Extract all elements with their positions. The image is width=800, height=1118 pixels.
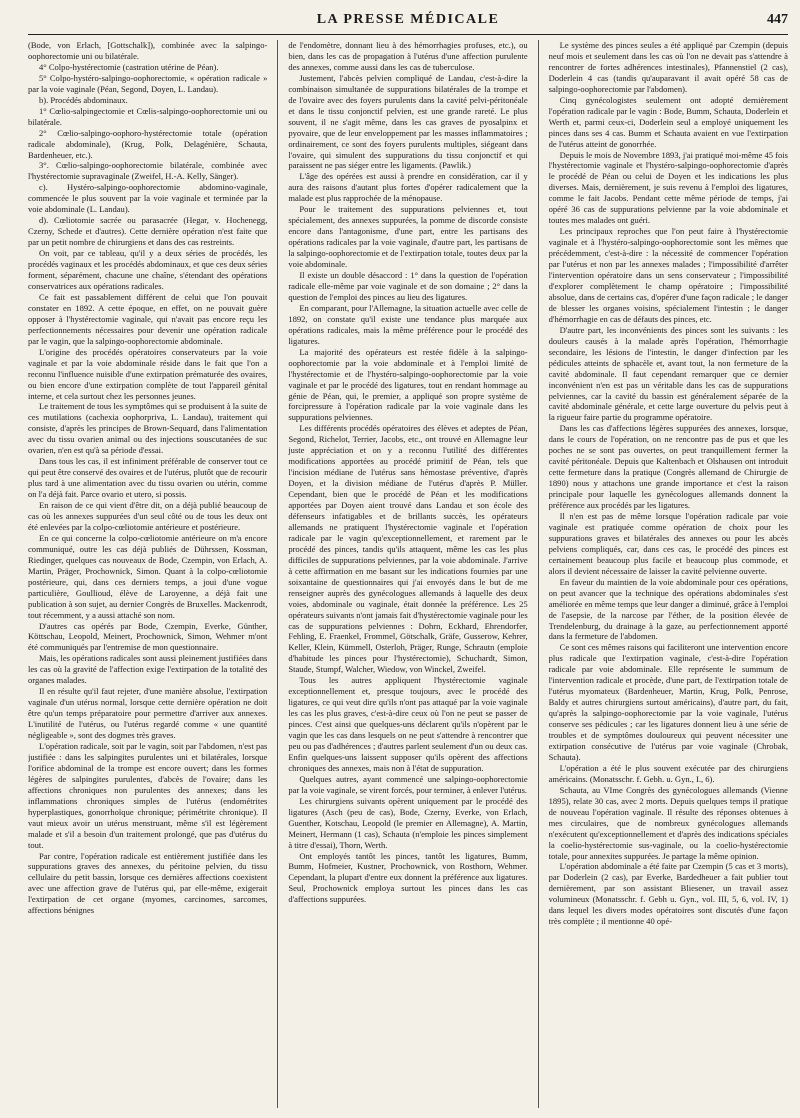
paragraph: 4° Colpo-hystérectomie (castration utérine de Péan). <box>39 61 219 72</box>
paragraph: Depuis le mois de Novembre 1893, j'ai pratiqué moi-même 45 fois l'hystérectomie vaginale et l'hystéro-salpingo-oophorectomie d'après le procédé de Péan ou celui de Doyen et les indications les plus diverses. Mais, dernièrement, je suis revenu à l'emploi des ligatures, comme le fait Jacobs. Pendant cette même période de temps, j'ai opéré 36 cas de suppurations pelvienne par la voie abdominale et toutes mes malades ont guéri. <box>548 149 788 226</box>
paragraph: Pour le traitement des suppurations pelviennes et, tout spécialement, des annexes suppurées, la pomme de discorde consiste encore dans l'antagonisme, d'une part, entre les partisans des opérations radicales par la voie vaginale, d'autre part, les partisans de la salpingo-oophorectomie et de l'extirpation totale, toutes deux par la voie abdominale. <box>288 204 528 270</box>
paragraph: 1° Cœlio-salpingectomie et Cœlis-salpingo-oophorectomie uni ou bilatérale. <box>28 105 268 127</box>
paragraph: b). Procédés abdominaux. <box>39 94 128 105</box>
paragraph: Les principaux reproches que l'on peut faire à l'hystérectomie vaginale et à l'hystéro-salpingo-oophorectomie sont les mêmes que précédemment, c'est-à-dire : la nécessité de commencer l'opération par l'utérus et non par les annexes malades ; l'impossibilité d'arrêter l'intervention opératoire dans un sens conservateur ; l'impossibilité d'explorer complètement le champ opératoire ; l'impossibilité absolue, dans de certains cas, d'opérer d'une façon radicale ; le danger de blesser les organes voisins, spécialement l'intestin ; le danger d'hémorrhagie en cas de défauts des pinces, etc. <box>548 226 788 324</box>
text-columns <box>28 40 788 1108</box>
paragraph: L'origine des procédés opératoires conservateurs par la voie vaginale et par la voie abdominale réside dans le fait que l'on a reconnu l'influence nuisible d'une extirpation prématurée des ovaires, ou bien encore d'une extirpation complète de tout l'appareil génital interne, et cela surtout chez les personnes jeunes. <box>28 346 268 401</box>
paragraph: Le traitement de tous les symptômes qui se produisent à la suite de ces mutilations (cachexia oophorpriva, L. Landau), traitement qui consiste, d'après les principes de Brown-Sequard, dans l'alimentation avec du tissu ovarien animal ou des injections souscutanées de suc ovarien, n'en est qu'à sa période d'essai. <box>28 401 268 456</box>
page-number: 447 <box>767 12 788 27</box>
paragraph: de l'endomètre, donnant lieu à des hémorrhagies profuses, etc.), ou bien, dans les cas de propagation à l'utérus d'une affection purulente des annexes, comme aussi dans les cas de tuberculose. <box>288 40 528 72</box>
paragraph: Mais, les opérations radicales sont aussi pleinement justifiées dans les cas où la gravité de l'affection exige l'extirpation de la totalité des organes malades. <box>28 653 268 686</box>
paragraph: D'autre part, les inconvénients des pinces sont les suivants : les douleurs causés à la malade après l'opération, l'hémorrhagie secondaire, les lésions de l'intestin, le danger d'infection par les pédicules atteints de sphacèle et, avant tout, la non fermeture de la cavité abdominale. Il faut cependant remarquer que ce dernier inconvénient n'en est pas un véritable dans les cas de suppurations pelviennes, car la cavité du bassin est généralement séparée de la cavité abdominale générale, et cette large ouverture du pelvis peut à la rigueur faire partie du programme opératoire. <box>548 324 788 423</box>
paragraph: Justement, l'abcès pelvien compliqué de Landau, c'est-à-dire la combinaison simultanée de suppurations bilatérales de la trompe et de l'ovaire avec des foyers purulents dans la cavité pelvi-péritonéale et dans le tissu conjonctif pelvien, est une grande rareté. Le plus souvent, il ne s'agit même, dans les cas graves de pyosalpinx et pyovaire, que de leur enveloppement par les masses inflammatoires ; ordinairement, ce sont des foyers purulents multiples, siégeant dans l'ovaire, qui simulent des suppurations du tissu conjonctif et qui paraissent ne pas siéger entre les ligaments. (Pawlik.) <box>288 72 528 171</box>
paragraph: D'autres cas opérés par Bode, Czempin, Everke, Günther, Köttschau, Leopold, Meinert, Prochownick, Simon, Wehmer m'ont été communiqués par l'entremise de mon questionnaire. <box>28 620 268 653</box>
column-divider <box>538 40 539 1108</box>
paragraph: Il en résulte qu'il faut rejeter, d'une manière absolue, l'extirpation vaginale d'un utérus normal, lorsque cette dernière opération ne doit être qu'un temps préparatoire pour permettre d'arriver aux annexes. L'inutilité de l'utérus, ou l'utérus regardé comme « une quantité négligeable », sont des dogmes très graves. <box>28 686 268 741</box>
paragraph: Ce fait est passablement différent de celui que l'on pouvait constater en 1892. A cette époque, en effet, on ne pouvait guère opposer à l'hystérectomie vaginale, qui n'avait pas encore reçu les perfectionnements nécessaires pour devenir une opération radicale par le vagin, que la salpingo-oophorectomie abdominale. <box>28 291 268 346</box>
column-divider <box>277 40 278 1108</box>
text-column-middle <box>288 40 527 1108</box>
paragraph: Schauta, au VIme Congrès des gynécologues allemands (Vienne 1895), relate 30 cas, avec 2 morts. Depuis quelques temps il pratique de nouveau l'opération vaginale. Il résulte des réponses obtenues à mes circulaires, que de nombreux gynécologues allemands n'exécutent qu'exceptionnellement et d'après des indications spéciales la coelio-hystérectomie sus-vaginale, ou la coelio-hystérectomie totale, pour annexites suppurées. Je partage la même opinion. <box>548 784 788 861</box>
paragraph: 2° Cœlio-salpingo-oophoro-hystérectomie totale (opération radicale abdominale), (Krug, Polk, Delagénière, Schauta, Bardenheuer, etc.). <box>28 127 268 160</box>
page-header <box>28 6 788 35</box>
paragraph: En faveur du maintien de la voie abdominale pour ces opérations, on peut avancer que la technique des opérations abdominales s'est améliorée en même temps que leur danger a diminué, grâce à l'emploi de l'asepsie, de la narcose par l'éther, de la position élevée de Trendelenburg, du drainage à la gaze, au perfectionnement apporté dans la fermeture de l'abdomen. <box>548 576 788 642</box>
paragraph: d). Cœliotomie sacrée ou parasacrée (Hegar, v. Hochenegg, Czerny, Schede et d'autres). Cette dernière opération n'est faite que par un petit nombre de chirurgiens et dans des cas restreints. <box>28 215 268 248</box>
paragraph: (Bode, von Erlach, [Gottschalk]), combinée avec la salpingo-oophorectomie uni ou bilatérale. <box>28 40 268 61</box>
paragraph: L'opération radicale, soit par le vagin, soit par l'abdomen, n'est pas justifiée : dans les salpingites purulentes uni et bilatérales, lorsque l'orifice abdominal de la trompe est encore ouvert; dans les formes légères de salpingites purulentes, d'abcès de l'ovaire; dans les affections chroniques non purulentes des annexes; dans les inflammations chroniques simples de l'utérus (endométrites hyperplastiques, gonorrhoïque chronique; périmétrite chronique). Il vaut mieux avoir un utérus menstruant, même s'il est légèrement malade et s'il a besoin d'un traitement prolongé, que pas d'utérus du tout. <box>28 741 268 850</box>
paragraph: Il n'en est pas de même lorsque l'opération radicale par voie vaginale est pratiquée comme opération de choix pour les suppurations graves et bilatérales des annexes ou pour les abcès pelviens compliqués, car, dans ces cas, le procédé des pinces est certainement beaucoup plus facile et beaucoup plus commode, et alors il devient nécessaire de laisser la cavité pelvienne ouverte. <box>548 510 788 576</box>
text-column-right <box>549 40 788 1108</box>
paragraph: Dans tous les cas, il est infiniment préférable de conserver tout ce qui peut être conservé des ovaires et de l'utérus, plutôt que de recourir plus tard à une alimentation avec du tissu ovarien ou utérin, comme on l'a déjà fait. Parce ovario et utero, si possis. <box>28 456 268 500</box>
paragraph: L'opération abdominale a été faite par Czempin (5 cas et 3 morts), par Doderlein (2 cas), par Everke, Bardedheuer a fait publier tout dernièrement, par son assistant Bliesener, un travail assez volumineux (Monatsschr. f. Gebh u. Gyn., vol. III, 5, 6, vol. IV, 1) dans lequel les divers modes opératoires sont discutés d'une façon très complète ; il mentionne 40 opé- <box>548 861 788 927</box>
paragraph: On voit, par ce tableau, qu'il y a deux séries de procédés, les procédés vaginaux et les procédés abdominaux, et que ces deux séries forment, séparément, chacune une chaîne, s'étendant des opérations conservatrices aux opérations radicales. <box>28 248 268 291</box>
paragraph: La majorité des opérateurs est restée fidèle à la salpingo-oophorectomie par la voie abdominale et à l'emploi limité de l'hystérectomie et de l'hystéro-salpingo-oophorectomie par la voie vaginale et par le procédé des ligatures, tout en rendant hommage au génie de Péan, qui, le premier, a appliqué son propre système de forcipressure à l'opération radicale par la voie vaginale dans les suppurations pelviennes. <box>288 346 528 423</box>
paragraph: 3°. Cœlio-salpingo-oophorectomie bilatérale, combinée avec l'hystérectomie supravaginale (Zweifel, H.-A. Kelly, Sänger). <box>28 160 268 182</box>
paragraph: L'opération a été le plus souvent exécutée par des chirurgiens américains. (Monatsschr. f. Gebh. u. Gyn., I., 6). <box>548 762 788 784</box>
paragraph: c). Hystéro-salpingo-oophorectomie abdomino-vaginale, commencée le plus souvent par la voie vaginale et terminée par la voie abdominale (L. Landau). <box>28 182 268 215</box>
paragraph: En raison de ce qui vient d'être dit, on a déjà publié beaucoup de cas où les annexes suppurées d'un seul côté ou de tous les deux ont été enlevées par la colpo-cœliotomie antérieure et postérieure. <box>28 500 268 532</box>
paragraph: En comparant, pour l'Allemagne, la situation actuelle avec celle de 1892, on constate qu'il existe une tendance plus marquée aux opérations radicales, mais la même préférence pour le procédé des ligatures. <box>288 302 528 346</box>
paragraph: Par contre, l'opération radicale est entièrement justifiée dans les suppurations graves des annexes, du péritoine pelvien, du tissu cellulaire du petit bassin, lorsque ces dernières affections coexistent avec une affection grave de l'utérus qui, par elle-même, exigerait l'extirpation de cet organe (myomes, carcinomes, sarcomes, affections bénignes <box>28 850 268 916</box>
paragraph: Quelques autres, ayant commencé une salpingo-oophorectomie par la voie vaginale, se virent forcés, pour terminer, à enlever l'utérus. <box>288 773 528 795</box>
paragraph: Les différents procédés opératoires des élèves et adeptes de Péan, Segond, Richelot, Terrier, Jacobs, etc., ont trouvé en Allemagne leur juste appréciation et on y a reconnu l'utilité des différentes modifications apportées au procédé primitif de Péan, tels que l'incision médiane de l'utérus sans hémostase préventive, d'après Doyen, et la division médiane de l'utérus d'après P. Müller. Cependant, bien que le procédé de Péan et les modifications apportées par Doyen aient trouvé dans Landau et son école des défenseurs infatigables et de brillants succès, les opérateurs allemands ne pratiquent l'hystérectomie vaginale et l'opération radicale par le vagin qu'exceptionnellement, et rarement par le procédé des pinces, tandis qu'ils attaquent, même les cas les plus difficiles de suppurations pelviennes, par la voie abdominale. J'arrive à cette affirmation en me basant sur les indications fournies par une soixantaine de questionnaires qui j'ai envoyés dans le but de me renseigner auprès des gynécologues allemands à laquelle des deux voies, abdominale ou vaginale, était donnée la préférence. Les 25 opérateurs suivants n'ont jamais fait d'hystérectomie vaginale pour les cas de suppurations pelviennes : Dohrn, Eckhard, Ehrendorfer, Fehling, E. Fraenkel, Frommel, Götschalk, Gräfe, Gusserow, Kehrer, Keller, Klein, Kümmell, Osterloh, Präger, Runge, Schrautn (emploie d'habitude les pinces pour l'hystérectomie), Schuchardt, Simon, Staude, Stumpf, Walcher, Wiedow, von Winckel, Zweifel. <box>288 423 528 675</box>
running-head: LA PRESSE MÉDICALE <box>316 12 500 27</box>
paragraph: Cinq gynécologistes seulement ont adopté dernièrement l'opération radicale par le vagin : Bode, Bumm, Schauta, Doderlein et Werth et, parmi ceux-ci, Doderlein seul a employé uniquement les pinces dans ses 4 cas. Bumm et Schauta avaient en vue l'extirpation de l'utérus atteint de gonorrhée. <box>548 94 788 149</box>
paragraph: Ce sont ces mêmes raisons qui faciliteront une intervention encore plus radicale que l'extirpation vaginale, c'est-à-dire l'opération radicale par voie abdominale. Elle représente le summum de l'intervention radicale et procède, d'une part, de l'extirpation totale de l'utérus myomateux (Bardenheuer, Martin, Krug, Polk, Penrose, Baldy et autres chirurgiens surtout américains), d'autre part, du fait, qu'après la salpingo-oophorectomie par la voie vaginale, l'utérus conserve ses pédicules ; car les ligatures donnent lieu à une série de troubles et de symptômes douloureux qui peuvent nécessiter une extirpation consécutive de l'utérus par voie vaginale (Chrobak, Schauta). <box>548 642 788 762</box>
paragraph: Il existe un double désaccord : 1° dans la question de l'opération radicale elle-même par voie vaginale et de son domaine ; 2° dans la question de l'emploi des pinces au lieu des ligatures. <box>288 270 528 302</box>
paragraph: Dans les cas d'affections légères suppurées des annexes, lorsque, dans le cours de l'opération, on ne rencontre pas de pus et que les poches ne se sont pas ouvertes, on peut tranquillement fermer la cavité péritonéale. Depuis que Kaltenbach et Olshausen ont introduit cette fermeture dans la pratique (Congrès allemand de Chirurgie de 1890) nous y attachons une grande importance et c'est la raison principale pour laquelle les gynécologues allemands donnent la préférence aux procédés par les ligatures. <box>548 423 788 511</box>
paragraph: Ont employés tantôt les pinces, tantôt les ligatures, Bumm, Bumm, Hofmeier, Kustner, Prochownick, von Rosthorn, Wehmer. Cependant, la plupart d'entre eux donnent la préférence aux ligatures. Seul, Prochownick employa surtout les pinces dans les cas d'affections suppurées. <box>288 850 528 905</box>
paragraph: Tous les autres appliquent l'hystérectomie vaginale exceptionnellement et, presque toujours, avec le procédé des ligatures, ce qui veut dire qu'ils n'ont pas attaqué par la voie vaginale les cas les plus graves, c'est-à-dire ceux où l'on ne peut se passer de pinces. C'est ainsi que quelques-uns déclarent qu'ils n'opèrent par le vagin que les cas dans lesquels on ne peut s'attendre à rencontrer que peu ou pas d'adhérences ; d'autres parlent seulement d'un ou deux cas. Enfin quelques-uns laissent supposer qu'ils opèrent des affections chroniques des annexes, mais non à l'état de suppuration. <box>288 675 528 773</box>
paragraph: Le système des pinces seules a été appliqué par Czempin (depuis neuf mois et seulement dans les cas où l'on ne devait pas s'attendre à rencontrer de fortes adhérences intestinales), Pfannenstiel (2 cas), Doderlein 4 cas (tandis qu'auparavant il avait opéré 58 cas de salpingo-oophorectomie par l'abdomen). <box>548 40 788 94</box>
text-column-left <box>28 40 267 1108</box>
paragraph: L'âge des opérées est aussi à prendre en considération, car il y aura des raisons d'autant plus fortes d'opérer radicalement que la malade est plus rapprochée de la ménopause. <box>288 171 528 204</box>
paragraph: En ce qui concerne la colpo-cœliotomie antérieure on m'a encore communiqué, outre les cas déjà publiés de Dührssen, Kossman, Riedinger, quelques cas nouveaux de Bode, Czempin, von Erlach, A. Martin, Präger, Prochownick, Simon. Quant à la colpo-cœliotomie postérieure, qui, dans ces derniers temps, a joui d'une vogue particulière, Goullioud, élève de Laroyenne, a déjà fait une publication à son sujet, au dernier Congrès de Bruxelles. Mackenrodt, tout récemment, y a aussi attaché son nom. <box>28 532 268 620</box>
paragraph: Les chirurgiens suivants opèrent uniquement par le procédé des ligatures (Asch (peu de cas), Bode, Czerny, Everke, von Erlach, Guenther, Kotschau, Leopold (le premier en Allemagne), A. Martin, Meinert, Hermann (1 cas), Schauta (n'emploie les pinces simplement à titre d'essai), Thorn, Werth. <box>288 795 528 850</box>
paragraph: 5° Colpo-hystéro-salpingo-oophorectomie, « opération radicale » par la voie vaginale (Péan, Segond, Doyen, L. Landau). <box>28 72 268 94</box>
